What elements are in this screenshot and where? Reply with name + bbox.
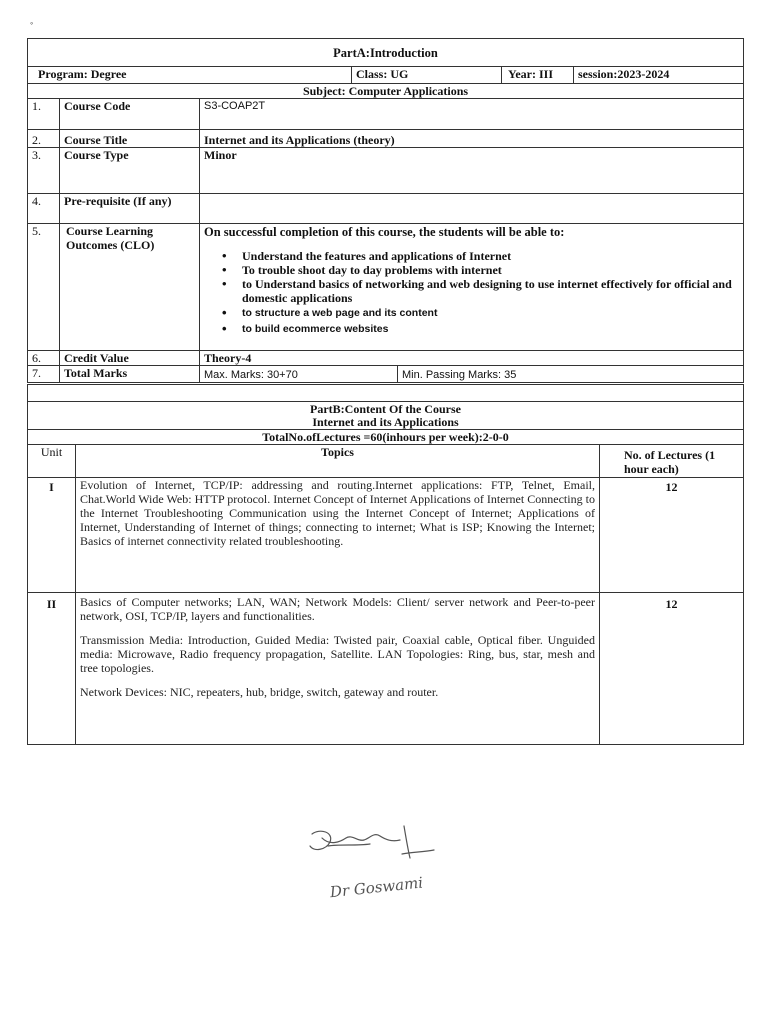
part-b-spacer [28,385,744,402]
unit-header: Unit [28,445,76,478]
part-b-subtitle: Internet and its Applications [312,415,459,429]
scan-mark: ◦ [30,18,34,28]
credit-label: Credit Value [60,351,200,366]
part-b-title: PartB:Content Of the Course [310,402,461,416]
session-cell: session:2023-2024 [574,67,744,84]
course-type-value: Minor [200,148,744,194]
topic-paragraph: Network Devices: NIC, repeaters, hub, bridge, switch, gateway and router. [80,685,439,699]
clo-intro: On successful completion of this course, the students will be able to: [204,225,565,239]
clo-item: • to build ecommerce websites [242,321,739,337]
row-number: 3. [28,148,60,194]
year-cell: Year: III [502,67,574,84]
clo-list [204,249,739,337]
course-code-label: Course Code [60,99,200,130]
row-number: 7. [28,366,60,383]
clo-label: Course Learning Outcomes (CLO) [60,224,200,351]
unit-number: II [28,593,76,745]
row-number: 5. [28,224,60,351]
part-b-table [27,384,744,745]
prerequisite-label: Pre-requisite (If any) [60,194,200,224]
clo-item: • Understand the features and applications of Internet [242,249,739,263]
total-marks-label: Total Marks [60,366,200,383]
topic-paragraph: Transmission Media: Introduction, Guided Media: Twisted pair, Coaxial cable, Optical fiber. Unguided media: Microwave, Radio frequency propagation, Satellite. LAN Topologies: Ring, bus, star, mesh and tree topologies. [80,633,595,675]
row-number: 6. [28,351,60,366]
clo-item: • to structure a web page and its content [242,305,739,321]
clo-cell [200,224,744,351]
part-a-title: PartA:Introduction [28,39,744,67]
course-title-label: Course Title [60,130,200,148]
row-number: 4. [28,194,60,224]
lectures-header: No. of Lectures (1 hour each) [600,445,744,478]
clo-item: • To trouble shoot day to day problems with internet [242,263,739,277]
unit-lectures: 12 [600,593,744,745]
unit-topics [76,593,600,745]
class-cell: Class: UG [352,67,502,84]
min-passing-marks: Min. Passing Marks: 35 [398,366,744,383]
row-number: 1. [28,99,60,130]
topic-paragraph: Basics of Computer networks; LAN, WAN; Network Models: Client/ server network and Peer-to-peer network, OSI, TCP/IP, layers and functionalities. [80,595,595,623]
total-lectures: TotalNo.ofLectures =60(inhours per week):2-0-0 [28,430,744,445]
clo-item: • to Understand basics of networking and web designing to use internet effectively for official and domestic applications [242,277,739,305]
credit-value: Theory-4 [200,351,744,366]
unit-lectures: 12 [600,478,744,593]
part-a-table [27,38,744,383]
topic-paragraph: Evolution of Internet, TCP/IP: addressing and routing.Internet applications: FTP, Telnet, Email, Chat.World Wide Web: HTTP protocol. Internet Concept of Internet Applications of Internet Connecting to the Internet Troubleshooting Communication using the Internet Concept of Internet; Applications of Internet, Understanding of Internet of things; connecting to internet; What is ISP; Knowing the Internet; Basics of internet connectivity related troubleshooting. [80,478,595,548]
max-marks: Max. Marks: 30+70 [200,366,398,383]
row-number: 2. [28,130,60,148]
course-code-value: S3-COAP2T [200,99,744,130]
topics-header: Topics [76,445,600,478]
course-type-label: Course Type [60,148,200,194]
unit-topics [76,478,600,593]
unit-number: I [28,478,76,593]
program-cell: Program: Degree [28,67,352,84]
signature-image [300,820,470,910]
subject-title: Subject: Computer Applications [28,84,744,99]
course-title-value: Internet and its Applications (theory) [200,130,744,148]
prerequisite-value [200,194,744,224]
part-b-header [28,402,744,430]
signature-text: Dr Goswami [329,873,424,902]
